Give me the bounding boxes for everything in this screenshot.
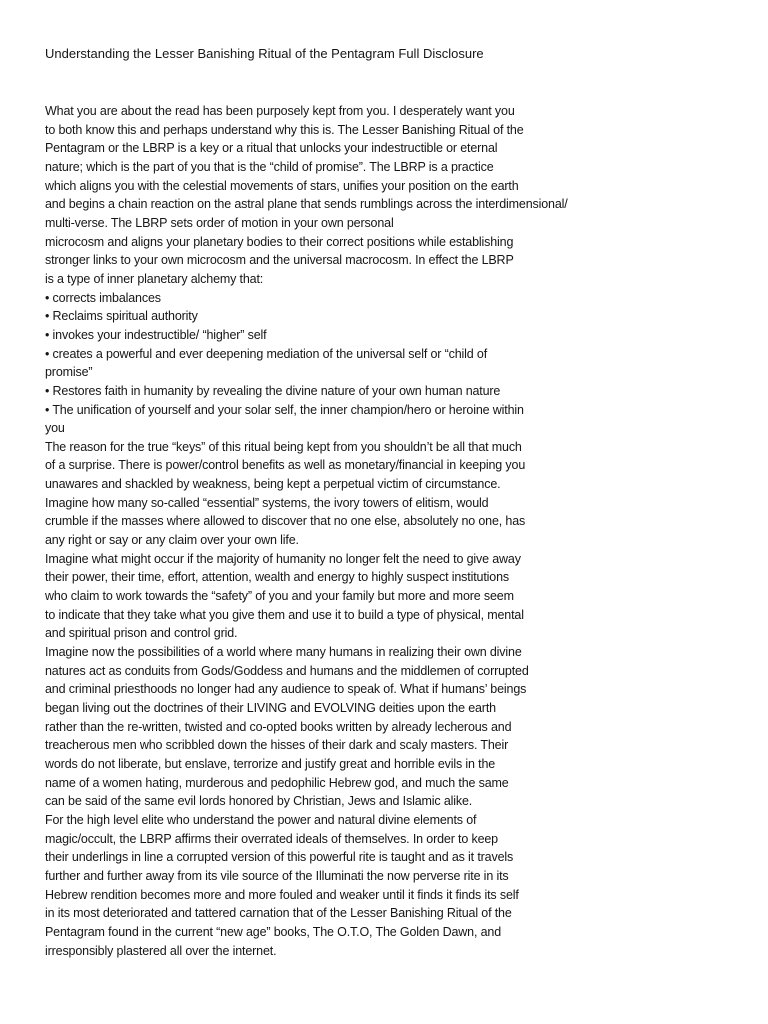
text-line: their power, their time, effort, attention, wealth and energy to highly suspect institutions bbox=[45, 570, 510, 585]
text-line: and spiritual prison and control grid. bbox=[45, 626, 238, 641]
text-line: For the high level elite who understand the power and natural divine elements of bbox=[45, 812, 477, 827]
text-line: their underlings in line a corrupted version of this powerful rite is taught and as it travels bbox=[45, 850, 514, 865]
text-line: to indicate that they take what you give them and use it to build a type of physical, mental bbox=[45, 607, 524, 622]
text-line: treacherous men who scribbled down the hisses of their dark and scaly masters. Their bbox=[45, 738, 509, 753]
text-line: The reason for the true “keys” of this ritual being kept from you shouldn’t be all that much bbox=[45, 439, 522, 454]
text-line: who claim to work towards the “safety” of you and your family but more and more seem bbox=[45, 589, 514, 604]
text-line: any right or say or any claim over your own life. bbox=[45, 533, 299, 548]
text-line: promise” bbox=[45, 365, 93, 380]
document-title: Understanding the Lesser Banishing Ritual of the Pentagram Full Disclosure bbox=[45, 46, 484, 61]
text-line: • The unification of yourself and your solar self, the inner champion/hero or heroine within bbox=[45, 402, 524, 417]
text-line: in its most deteriorated and tattered carnation that of the Lesser Banishing Ritual of the bbox=[45, 906, 512, 921]
text-line: • creates a powerful and ever deepening mediation of the universal self or “child of bbox=[45, 346, 488, 361]
text-line: Pentagram found in the current “new age” books, The O.T.O, The Golden Dawn, and bbox=[45, 924, 502, 939]
text-line: natures act as conduits from Gods/Goddess and humans and the middlemen of corrupted bbox=[45, 663, 529, 678]
text-line: microcosm and aligns your planetary bodies to their correct positions while establishing bbox=[45, 234, 514, 249]
text-line: nature; which is the part of you that is the “child of promise”. The LBRP is a practice bbox=[45, 159, 494, 174]
text-line: stronger links to your own microcosm and the universal macrocosm. In effect the LBRP bbox=[45, 253, 514, 268]
text-line: and begins a chain reaction on the astral plane that sends rumblings across the interdimensional/ bbox=[45, 197, 568, 212]
text-line: magic/occult, the LBRP affirms their overrated ideals of themselves. In order to keep bbox=[45, 831, 498, 846]
text-line: and criminal priesthoods no longer had any audience to speak of. What if humans’ beings bbox=[45, 682, 527, 697]
text-line: What you are about the read has been purposely kept from you. I desperately want you bbox=[45, 104, 515, 118]
text-line: Imagine now the possibilities of a world where many humans in realizing their own divine bbox=[45, 645, 522, 660]
text-line: crumble if the masses where allowed to discover that no one else, absolutely no one, has bbox=[45, 514, 526, 529]
document-body bbox=[45, 102, 605, 960]
text-line: which aligns you with the celestial movements of stars, unifies your position on the earth bbox=[45, 178, 519, 193]
text-line: irresponsibly plastered all over the internet. bbox=[45, 943, 277, 958]
text-line: multi-verse. The LBRP sets order of motion in your own personal bbox=[45, 215, 394, 230]
text-line: Hebrew rendition becomes more and more fouled and weaker until it finds it finds its self bbox=[45, 887, 519, 902]
text-line: unawares and shackled by weakness, being kept a perpetual victim of circumstance. bbox=[45, 477, 501, 492]
text-line: further and further away from its vile source of the Illuminati the now perverse rite in its bbox=[45, 868, 509, 883]
text-line: words do not liberate, but enslave, terrorize and justify great and horrible evils in the bbox=[45, 756, 496, 771]
text-line: • corrects imbalances bbox=[45, 290, 161, 305]
text-line: rather than the re-written, twisted and co-opted books written by already lecherous and bbox=[45, 719, 512, 734]
text-line: you bbox=[45, 421, 65, 436]
text-line: of a surprise. There is power/control benefits as well as monetary/financial in keeping you bbox=[45, 458, 526, 473]
text-line: name of a women hating, murderous and pedophilic Hebrew god, and much the same bbox=[45, 775, 509, 790]
text-line: Imagine how many so-called “essential” systems, the ivory towers of elitism, would bbox=[45, 495, 489, 510]
text-line: Pentagram or the LBRP is a key or a ritual that unlocks your indestructible or eternal bbox=[45, 141, 498, 156]
text-line: to both know this and perhaps understand why this is. The Lesser Banishing Ritual of the bbox=[45, 122, 524, 137]
text-line: can be said of the same evil lords honored by Christian, Jews and Islamic alike. bbox=[45, 794, 473, 809]
text-line: • Restores faith in humanity by revealing the divine nature of your own human nature bbox=[45, 383, 501, 398]
text-line: Imagine what might occur if the majority of humanity no longer felt the need to give away bbox=[45, 551, 521, 566]
text-line: is a type of inner planetary alchemy that: bbox=[45, 271, 264, 286]
text-line: • Reclaims spiritual authority bbox=[45, 309, 198, 324]
text-line: • invokes your indestructible/ “higher” self bbox=[45, 327, 267, 342]
text-line: began living out the doctrines of their LIVING and EVOLVING deities upon the earth bbox=[45, 701, 496, 715]
